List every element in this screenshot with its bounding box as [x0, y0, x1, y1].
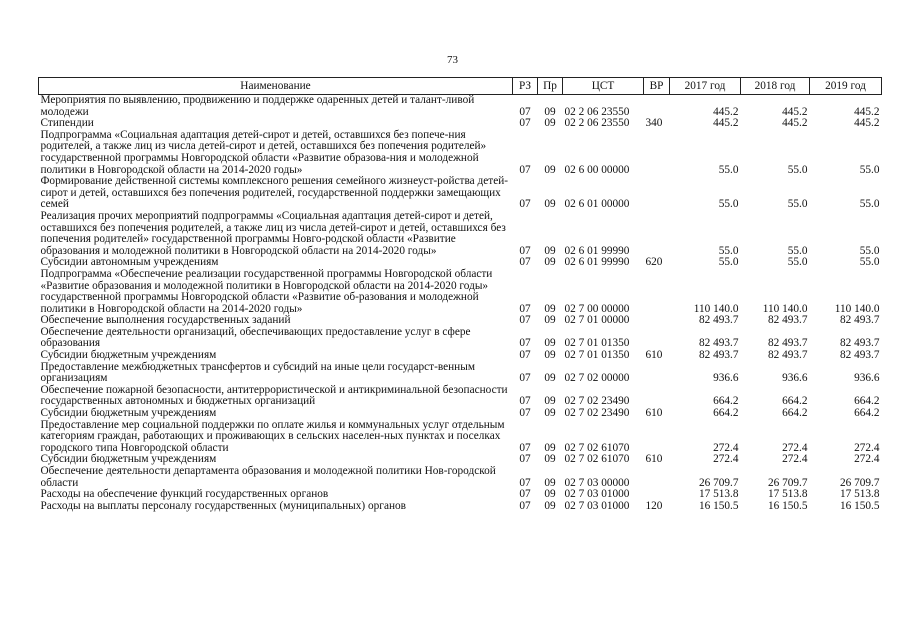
cell-cst: 02 7 02 61070 [564, 441, 630, 454]
cell-y2017: 17 513.8 [698, 488, 739, 501]
cell-y2017: 110 140.0 [693, 302, 739, 315]
cell-rz: 07 [519, 372, 531, 385]
cell-rz: 07 [519, 314, 531, 327]
cell-rz: 07 [519, 244, 531, 257]
cell-pr: 09 [544, 395, 556, 408]
header-2018: 2018 год [741, 78, 810, 95]
cell-rz: 07 [519, 499, 531, 512]
cell-y2017: 82 493.7 [698, 314, 739, 327]
cell-y2019: 664.2 [854, 407, 880, 420]
cell-vr [644, 385, 670, 408]
cell-y2019: 55.0 [859, 163, 880, 176]
cell-y2017: 16 150.5 [698, 499, 739, 512]
table-row [39, 269, 882, 315]
cell-y2018: 445.2 [782, 117, 808, 130]
cell-y2018: 55.0 [787, 244, 808, 257]
cell-y2019: 936.6 [854, 372, 880, 385]
cell-rz: 07 [519, 488, 531, 501]
cell-vr [644, 466, 670, 489]
cell-y2019: 82 493.7 [839, 349, 880, 362]
cell-pr: 09 [544, 499, 556, 512]
table-row [39, 350, 882, 362]
table-header-row [39, 78, 882, 95]
cell-vr [644, 362, 670, 385]
cell-y2019: 272.4 [854, 453, 880, 466]
cell-y2018: 110 140.0 [762, 302, 808, 315]
table-row [39, 501, 882, 513]
table-row [39, 466, 882, 489]
cell-y2019: 664.2 [854, 395, 880, 408]
cell-cst: 02 7 02 23490 [564, 407, 630, 420]
header-vr: ВР [644, 78, 670, 95]
cell-rz: 07 [519, 349, 531, 362]
cell-rz: 07 [519, 256, 531, 269]
table-row [39, 211, 882, 257]
cell-rz: 07 [519, 302, 531, 315]
cell-name: Формирование действенной системы комплексного решения семейного жизнеуст-ройства детей-сирот и детей, оставшихся без попечения родителей, государственной поддержки замещающих семей [40, 175, 509, 211]
header-name: Наименование [39, 78, 513, 95]
cell-y2019: 110 140.0 [834, 302, 880, 315]
cell-vr: 620 [645, 256, 663, 269]
cell-pr: 09 [544, 244, 556, 257]
cell-y2018: 17 513.8 [767, 488, 808, 501]
cell-y2018: 55.0 [787, 256, 808, 269]
cell-cst: 02 7 03 01000 [564, 499, 630, 512]
cell-vr [644, 269, 670, 315]
table-row [39, 408, 882, 420]
cell-name: Мероприятия по выявлению, продвижению и поддержке одаренных детей и талант-ливой молодежи [40, 94, 475, 118]
cell-rz: 07 [519, 198, 531, 211]
cell-pr: 09 [544, 349, 556, 362]
cell-name: Субсидии автономным учреждениям [40, 256, 219, 269]
cell-cst: 02 7 01 01350 [564, 349, 630, 362]
cell-y2017: 26 709.7 [698, 476, 739, 489]
cell-y2018: 272.4 [782, 441, 808, 454]
cell-y2018: 26 709.7 [767, 476, 808, 489]
cell-name: Обеспечение выполнения государственных заданий [40, 314, 291, 327]
cell-y2019: 55.0 [859, 244, 880, 257]
header-pr: Пр [538, 78, 563, 95]
cell-vr [644, 315, 670, 327]
cell-name: Предоставление межбюджетных трансфертов и субсидий на иные цели государст-венным организациям [40, 360, 475, 385]
cell-y2019: 82 493.7 [839, 314, 880, 327]
cell-rz: 07 [519, 105, 531, 118]
cell-pr: 09 [544, 314, 556, 327]
cell-y2017: 272.4 [713, 453, 739, 466]
cell-y2017: 445.2 [713, 105, 739, 118]
cell-y2017: 936.6 [713, 372, 739, 385]
cell-vr [644, 420, 670, 455]
cell-y2017: 272.4 [713, 441, 739, 454]
cell-cst: 02 2 06 23550 [564, 117, 630, 130]
table-row [39, 176, 882, 211]
table-row [39, 327, 882, 350]
budget-table [38, 77, 882, 512]
cell-name: Расходы на обеспечение функций государственных органов [40, 488, 329, 501]
cell-y2019: 445.2 [854, 105, 880, 118]
cell-cst: 02 6 00 00000 [564, 163, 630, 176]
cell-pr: 09 [544, 372, 556, 385]
cell-y2019: 272.4 [854, 441, 880, 454]
cell-y2018: 82 493.7 [767, 337, 808, 350]
cell-cst: 02 7 02 23490 [564, 395, 630, 408]
cell-y2017: 445.2 [713, 117, 739, 130]
cell-y2017: 55.0 [718, 198, 739, 211]
cell-cst: 02 6 01 00000 [564, 198, 630, 211]
cell-name: Расходы на выплаты персоналу государственных (муниципальных) органов [40, 499, 406, 512]
header-rz: РЗ [513, 78, 538, 95]
cell-vr [644, 130, 670, 176]
cell-y2017: 55.0 [718, 163, 739, 176]
cell-vr [644, 176, 670, 211]
table-row [39, 420, 882, 455]
cell-y2017: 55.0 [718, 256, 739, 269]
cell-pr: 09 [544, 407, 556, 420]
cell-rz: 07 [519, 163, 531, 176]
cell-pr: 09 [544, 105, 556, 118]
cell-y2018: 664.2 [782, 395, 808, 408]
table-body [39, 95, 882, 513]
table-row [39, 130, 882, 176]
cell-cst: 02 7 00 00000 [564, 302, 630, 315]
cell-name: Стипендии [40, 117, 94, 130]
cell-pr: 09 [544, 453, 556, 466]
cell-vr: 340 [645, 117, 663, 130]
cell-y2018: 55.0 [787, 198, 808, 211]
cell-y2017: 82 493.7 [698, 349, 739, 362]
cell-pr: 09 [544, 117, 556, 130]
cell-vr [644, 95, 670, 119]
cell-name: Обеспечение пожарной безопасности, антитеррористической и антикриминальной безопасности государственных автономных и бюджетных организаций [40, 383, 508, 408]
cell-y2018: 936.6 [782, 372, 808, 385]
table-row [39, 385, 882, 408]
cell-name: Субсидии бюджетным учреждениям [40, 349, 217, 362]
cell-cst: 02 6 01 99990 [564, 244, 630, 257]
cell-y2019: 55.0 [859, 256, 880, 269]
cell-pr: 09 [544, 476, 556, 489]
table-row [39, 362, 882, 385]
cell-y2019: 55.0 [859, 198, 880, 211]
cell-pr: 09 [544, 302, 556, 315]
cell-y2018: 445.2 [782, 105, 808, 118]
cell-y2018: 272.4 [782, 453, 808, 466]
cell-y2019: 16 150.5 [839, 499, 880, 512]
header-2017: 2017 год [670, 78, 741, 95]
cell-pr: 09 [544, 198, 556, 211]
cell-y2018: 664.2 [782, 407, 808, 420]
table-row [39, 95, 882, 119]
cell-cst: 02 7 03 00000 [564, 476, 630, 489]
cell-rz: 07 [519, 453, 531, 466]
cell-name: Предоставление мер социальной поддержки по оплате жилья и коммунальных услуг отдельным категориям граждан, работающих и проживающих в сельских населен-ных пунктах и поселках городского типа Новгородской области [40, 418, 505, 454]
cell-name: Подпрограмма «Социальная адаптация детей-сирот и детей, оставшихся без попече-ния родителей, а также лиц из числа детей-сирот и детей, оставшихся без попечения родителей» государственной программы Новгородской области «Развитие образова-ния и молодежной политики в Новгородской области на 2014-2020 годы» [40, 128, 487, 176]
cell-name: Подпрограмма «Обеспечение реализации государственной программы Новгородской области «Развитие образования и молодежной политики в Новгородской области на 2014-2020 годы» государственной программы Новгородской области «Развитие об-разования и молодежной политики в Новгородской области на 2014-2020 годы» [40, 267, 493, 315]
cell-y2018: 16 150.5 [767, 499, 808, 512]
cell-name: Обеспечение деятельности организаций, обеспечивающих предоставление услуг в сфере образования [40, 325, 471, 350]
cell-cst: 02 7 01 01350 [564, 337, 630, 350]
cell-y2019: 26 709.7 [839, 476, 880, 489]
cell-vr: 610 [645, 407, 663, 420]
cell-rz: 07 [519, 407, 531, 420]
header-cst: ЦСТ [563, 78, 644, 95]
page-number: 73 [447, 54, 458, 66]
cell-pr: 09 [544, 488, 556, 501]
cell-vr: 610 [645, 453, 663, 466]
cell-vr [644, 211, 670, 257]
cell-cst: 02 7 02 00000 [564, 372, 630, 385]
cell-rz: 07 [519, 117, 531, 130]
cell-y2017: 82 493.7 [698, 337, 739, 350]
cell-name: Обеспечение деятельности департамента образования и молодежной политики Нов-городской области [40, 465, 496, 489]
cell-y2017: 664.2 [713, 395, 739, 408]
cell-pr: 09 [544, 337, 556, 350]
cell-name: Реализация прочих мероприятий подпрограммы «Социальная адаптация детей-сирот и детей, оставшихся без попечения родителей, а также лиц из числа детей-сирот и детей, оставшихся без попечения родителей» государственной программы Новго-родской области «Развитие образования и молодежной политики в Новгородской области на 2014-2020 годы» [40, 209, 506, 257]
cell-rz: 07 [519, 395, 531, 408]
cell-pr: 09 [544, 441, 556, 454]
cell-y2018: 55.0 [787, 163, 808, 176]
cell-pr: 09 [544, 256, 556, 269]
cell-rz: 07 [519, 476, 531, 489]
cell-cst: 02 7 03 01000 [564, 488, 630, 501]
cell-y2017: 55.0 [718, 244, 739, 257]
cell-y2019: 445.2 [854, 117, 880, 130]
cell-vr [644, 327, 670, 350]
cell-y2017: 664.2 [713, 407, 739, 420]
cell-y2018: 82 493.7 [767, 314, 808, 327]
cell-cst: 02 7 01 00000 [564, 314, 630, 327]
cell-pr: 09 [544, 163, 556, 176]
cell-cst: 02 7 02 61070 [564, 453, 630, 466]
cell-cst: 02 2 06 23550 [564, 105, 630, 118]
cell-cst: 02 6 01 99990 [564, 256, 630, 269]
cell-y2019: 17 513.8 [839, 488, 880, 501]
cell-y2018: 82 493.7 [767, 349, 808, 362]
header-2019: 2019 год [810, 78, 882, 95]
cell-vr: 120 [645, 499, 663, 512]
cell-name: Субсидии бюджетным учреждениям [40, 407, 217, 420]
cell-y2019: 82 493.7 [839, 337, 880, 350]
cell-rz: 07 [519, 337, 531, 350]
cell-rz: 07 [519, 441, 531, 454]
cell-name: Субсидии бюджетным учреждениям [40, 453, 217, 466]
cell-vr: 610 [645, 349, 663, 362]
